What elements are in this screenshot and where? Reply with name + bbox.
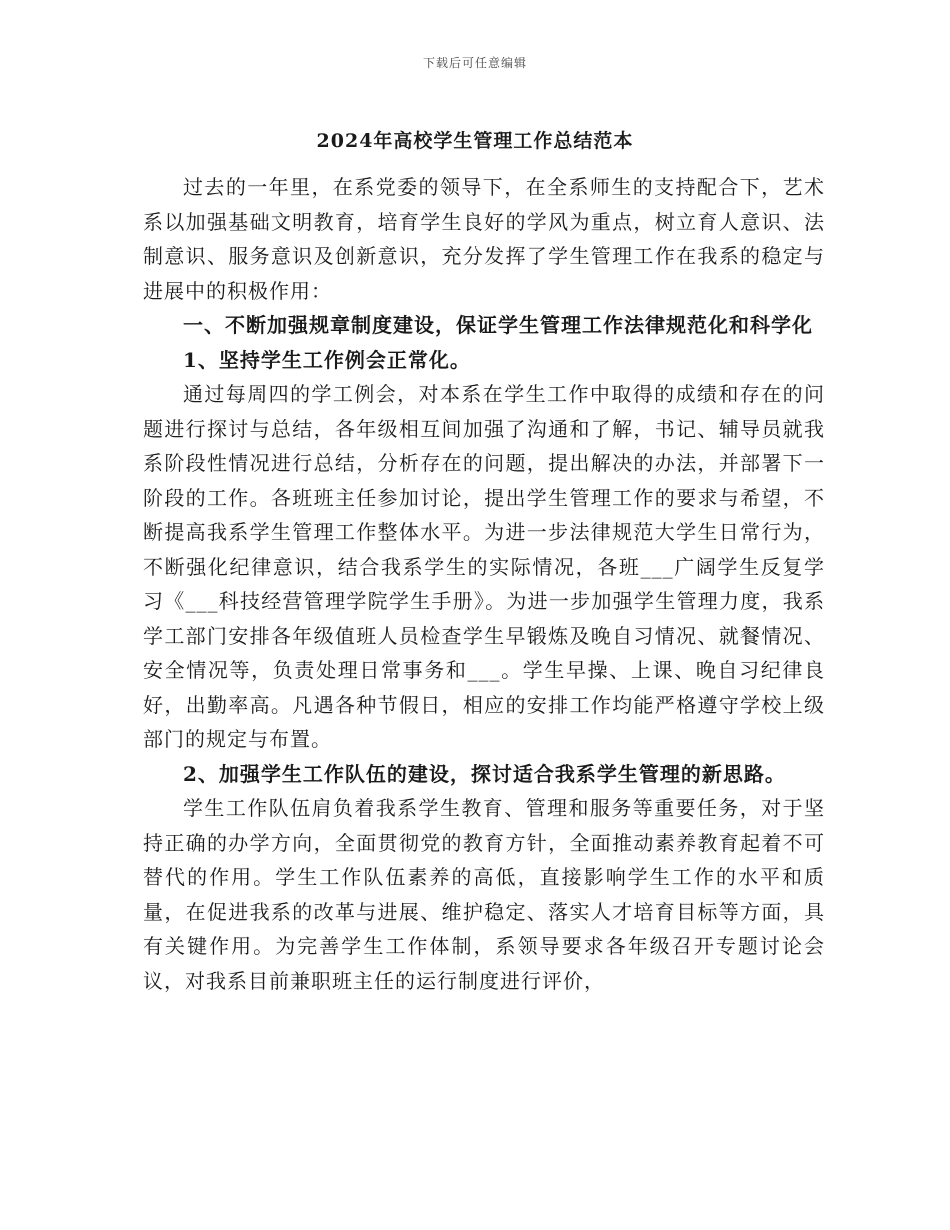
intro-paragraph: 过去的一年里，在系党委的领导下，在全系师生的支持配合下，艺术系以加强基础文明教育，培育学生良好的学风为重点，树立育人意识、法制意识、服务意识及创新意识，充分发挥了学生管理工作在我系的稳定与进展中的积极作用：: [143, 175, 825, 303]
subsection-heading-2: 2、加强学生工作队伍的建设，探讨适合我系学生管理的新思路。: [183, 761, 786, 786]
header-note: 下载后可任意编辑: [422, 56, 527, 70]
body-paragraph-2: 学生工作队伍肩负着我系学生教育、管理和服务等重要任务，对于坚持正确的办学方向，全面贯彻党的教育方针，全面推动素养教育起着不可替代的作用。学生工作队伍素养的高低，直接影响学生工作的水平和质量，在促进我系的改革与进展、维护稳定、落实人才培育目标等方面，具有关键作用。为完善学生工作体制，系领导要求各年级召开专题讨论会议，对我系目前兼职班主任的运行制度进行评价，: [143, 796, 825, 993]
body-paragraph-1: 通过每周四的学工例会，对本系在学生工作中取得的成绩和存在的问题进行探讨与总结，各年级相互间加强了沟通和了解，书记、辅导员就我系阶段性情况进行总结，分析存在的问题，提出解决的办法，并部署下一阶段的工作。各班班主任参加讨论，提出学生管理工作的要求与希望，不断提高我系学生管理工作整体水平。为进一步法律规范大学生日常行为，不断强化纪律意识，结合我系学生的实际情况，各班___广阔学生反复学习《___科技经营管理学院学生手册》。为进一步加强学生管理力度，我系学工部门安排各年级值班人员检查学生早锻炼及晚自习情况、就餐情况、安全情况等，负责处理日常事务和___。学生早操、上课、晚自习纪律良好，出勤率高。凡遇各种节假日，相应的安排工作均能严格遵守学校上级部门的规定与布置。: [143, 382, 825, 751]
subsection-heading-1: 1、坚持学生工作例会正常化。: [183, 347, 471, 372]
document-title: 2024年高校学生管理工作总结范本: [316, 130, 634, 152]
document-body: [143, 170, 825, 998]
section-heading-1: 一、不断加强规章制度建设，保证学生管理工作法律规范化和科学化: [183, 313, 813, 337]
